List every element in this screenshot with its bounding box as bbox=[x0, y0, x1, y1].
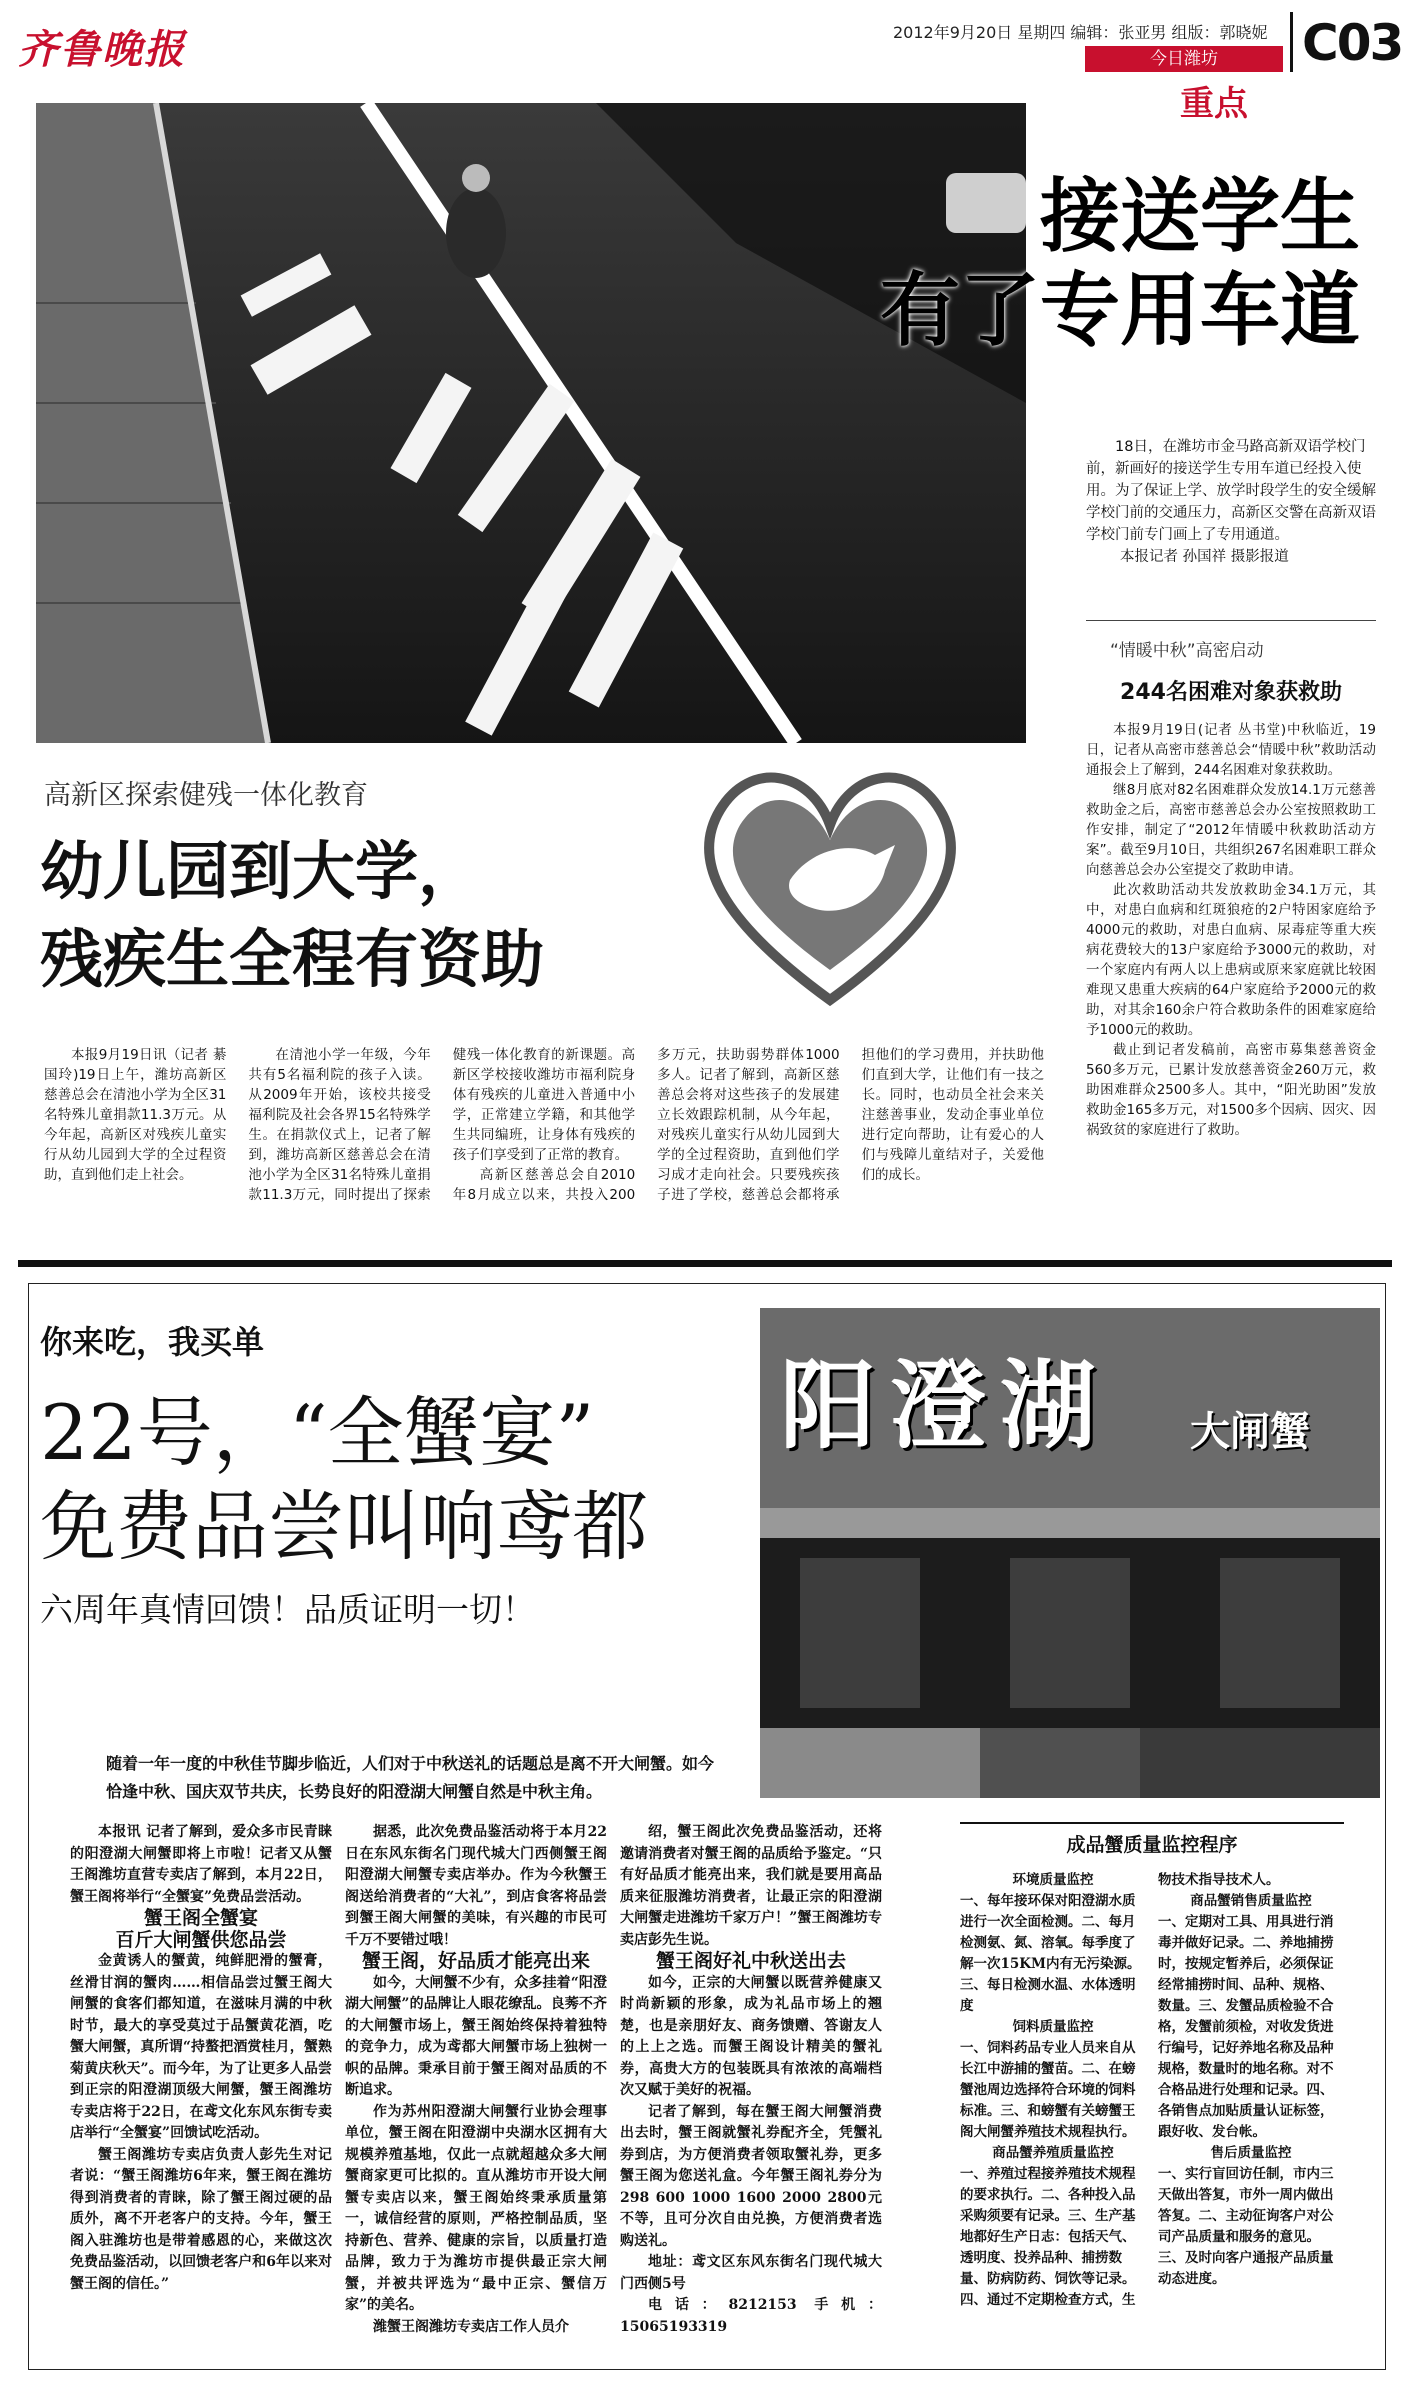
ad-paragraph: 本报讯 记者了解到，爱众多市民青睐的阳澄湖大闸蟹即将上市啦！记者又从蟹王阁潍坊直营专卖店了解到，本月22日，蟹王阁将举行“全蟹宴”免费品尝活动。 bbox=[70, 1824, 332, 1905]
newspaper-logo: 齐鲁晚报 bbox=[18, 26, 186, 73]
ad-column-2 bbox=[345, 1822, 607, 2338]
ad-title-line2: 免费品尝叫响鸢都 bbox=[40, 1482, 648, 1571]
storefront-sign: 阳澄湖 bbox=[780, 1350, 1110, 1462]
column-rule bbox=[1086, 620, 1376, 621]
quality-column-1 bbox=[960, 1870, 1146, 2311]
ad-kicker: 你来吃，我买单 bbox=[40, 1323, 265, 1361]
ad-column-3 bbox=[620, 1822, 882, 2338]
ad-paragraph: 金黄诱人的蟹黄，纯鲜肥滑的蟹膏，丝滑甘润的蟹肉……相信品尝过蟹王阁大闸蟹的食客们都知道，在滋味月满的中秋时节，最大的享受莫过于品蟹黄花酒，吃蟹大闸蟹，真所谓“持螯把酒赏桂月，蟹熟菊黄庆秋天”。而今年，为了让更多人品尝到正宗的阳澄湖顶级大闸蟹，蟹王阁潍坊专卖店将于22日，在鸢文化东风东街专卖店举行“全蟹宴”回馈试吃活动。 bbox=[70, 1953, 332, 2141]
ad-paragraph: 如今，正宗的大闸蟹以既营养健康又时尚新颖的形象，成为礼品市场上的翘楚，也是亲朋好友、商务馈赠、答谢友人的上上之选。而蟹王阁设计精美的蟹礼券，高贵大方的包装既具有浓浓的高端档次又赋于美好的祝福。 bbox=[620, 1974, 882, 2098]
section-key-label: 重点 bbox=[1180, 84, 1248, 124]
lead-headline bbox=[760, 170, 1360, 358]
feature1-kicker: 高新区探索健残一体化教育 bbox=[44, 780, 368, 811]
ad-subheading: 蟹王阁全蟹宴 bbox=[143, 1907, 258, 1929]
page-number: C03 bbox=[1302, 14, 1403, 72]
quality-subheading: 商品蟹养殖质量监控 bbox=[992, 2145, 1114, 2161]
section-divider bbox=[18, 1260, 1392, 1267]
ad-paragraph: 绍，蟹王阁此次免费品鉴活动，还将邀请消费者对蟹王阁的品质给予鉴定。“只有好品质才能亮出来，我们就是要用高品质来征服潍坊消费者，让最正宗的阳澄湖大闸蟹走进潍坊千家万户！”蟹王阁潍坊专卖店彭先生说。 bbox=[620, 1824, 882, 1948]
ad-paragraph: 如今，大闸蟹不少有，众多挂着“阳澄湖大闸蟹”的品牌让人眼花缭乱。良莠不齐的大闸蟹市场上，蟹王阁始终保持着独特的竞争力，成为鸢都大闸蟹市场上独树一帜的品牌。秉承目前于蟹王阁对品质的不断追求。 bbox=[345, 1974, 607, 2098]
masthead bbox=[0, 0, 1409, 124]
quality-paragraph: 一、饲料药品专业人员来自从长江中游捕的蟹苗。二、在螃蟹池周边选择符合环境的饲料标准。三、和螃蟹有关螃蟹王阁大闸蟹养殖技术规程执行。 bbox=[960, 2040, 1136, 2140]
ad-contact: 电话：8212153 手机：15065193319 bbox=[620, 2297, 882, 2335]
story2-kicker: “情暖中秋”高密启动 bbox=[1110, 641, 1264, 661]
ad-paragraph: 潍蟹王阁潍坊专卖店工作人员介 bbox=[373, 2318, 569, 2335]
quality-subheading: 环境质量监控 bbox=[1012, 1872, 1094, 1888]
quality-paragraph: 一、每年接环保对阳澄湖水质进行一次全面检测。二、每月检测氨、氮、溶氧。每季度了解一次15KM内有无污染源。三、每日检测水温、水体透明度 bbox=[960, 1893, 1141, 2014]
quality-column-2 bbox=[1158, 1870, 1344, 2290]
feature1-body bbox=[44, 1045, 1044, 1240]
ad-intro: 随着一年一度的中秋佳节脚步临近，人们对于中秋送礼的话题总是离不开大闸蟹。如今恰逢中秋、国庆双节共庆，长势良好的阳澄湖大闸蟹自然是中秋主角。 bbox=[106, 1754, 715, 1801]
storefront-sign-small: 大闸蟹 bbox=[1190, 1409, 1310, 1455]
feature1-title-line2: 残疾生全程有资助 bbox=[40, 923, 544, 996]
quality-subheading: 饲料质量监控 bbox=[1012, 2019, 1094, 2035]
lead-credit: 本报记者 孙国祥 摄影报道 bbox=[1120, 549, 1289, 565]
quality-subheading: 商品蟹销售质量监控 bbox=[1190, 1893, 1312, 1909]
story2-paragraph: 本报9月19日(记者 丛书堂)中秋临近，19日，记者从高密市慈善总会“情暖中秋”救助活动通报会上了解到，244名困难对象获救助。 bbox=[1086, 722, 1376, 778]
quality-paragraph: 物技术指导技术人。 bbox=[1158, 1872, 1280, 1888]
crab-photo bbox=[760, 1728, 1380, 1798]
lead-headline-line2: 有了专用车道 bbox=[880, 264, 1360, 357]
lead-headline-line1: 接送学生 bbox=[1040, 170, 1360, 263]
story2-paragraph: 此次救助活动共发放救助金34.1万元，其中，对患白血病和红斑狼疮的2户特困家庭给予4000元的救助，对患白血病、尿毒症等重大疾病花费较大的13户家庭给予3000元的救助，对一个家庭内有两人以上患病或原来家庭就比较困难现又患重大疾病的64户家庭给予2000元的救助，对其余160余户符合救助条件的困难家庭给予1000元的救助。 bbox=[1086, 882, 1376, 1038]
story2-body bbox=[1086, 720, 1376, 1140]
ad-title-line1: 22号，“全蟹宴” bbox=[40, 1388, 595, 1477]
quality-paragraph: 一、实行盲回访任制，市内三天做出答复，市外一周内做出答复。二、主动征询客户对公司产品质量和服务的意见。三、及时向客户通报产品质量动态进度。 bbox=[1158, 2166, 1334, 2287]
lead-caption: 18日，在潍坊市金马路高新双语学校门前，新画好的接送学生专用车道已经投入使用。为了保证上学、放学时段学生的安全缓解学校门前的交通压力，高新区交警在高新双语学校门前专门画上了专用通道。 bbox=[1086, 439, 1376, 543]
ad-address: 地址：鸢文区东风东街名门现代城大门西侧5号 bbox=[620, 2254, 882, 2292]
dateline: 2012年9月20日 星期四 编辑：张亚男 组版：郭晓妮 bbox=[893, 23, 1268, 42]
ad-subheading: 百斤大闸蟹供您品尝 bbox=[115, 1928, 287, 1951]
ad-column-1 bbox=[70, 1822, 332, 2295]
section-tag: 今日潍坊 bbox=[1085, 46, 1283, 72]
quality-paragraph: 一、定期对工具、用具进行消毒并做好记录。二、养地捕捞时，按规定暂养后，必须保证经常捕捞时间、品种、规格、数量。三、发蟹品质检验不合格，发蟹前须检，对收发货进行编号，记好养地名称及品种规格，数量时的地名称。对不合格品进行处理和记录。四、各销售点加贴质量认证标签，跟好收、发台帐。 bbox=[1158, 1914, 1334, 2140]
ad-paragraph: 记者了解到，每在蟹王阁大闸蟹消费出去时，蟹王阁就蟹礼券配齐全，凭蟹礼券到店，为方便消费者领取蟹礼券，更多蟹王阁为您送礼盒。今年蟹王阁礼券分为298 600 1000 1600 2000 2800元不等，且可分次自由兑换，方便消费者选购送礼。 bbox=[620, 2103, 882, 2249]
feature1-paragraph: 本报9月19日讯（记者 綦国玲)19日上午，潍坊高新区慈善总会在清池小学为全区31名特殊儿童捐款11.3万元。从今年起，高新区对残疾儿童实行从幼儿园到大学的全过程资助，直到他们走上社会。 bbox=[44, 1047, 227, 1183]
charity-heart-icon bbox=[680, 730, 980, 1030]
ad-paragraph: 作为苏州阳澄湖大闸蟹行业协会理事单位，蟹王阁在阳澄湖中央湖水区拥有大规模养殖基地，仅此一点就超越众多大闸蟹商家更可比拟的。直从潍坊市开设大闸蟹专卖店以来，蟹王阁始终秉承质量第一，诚信经营的原则，严格控制品质，坚持新色、营养、健康的宗旨，以质量打造品牌，致力于为潍坊市提供最正宗大闸蟹，并被共评选为“最中正宗、蟹信万家”的美名。 bbox=[345, 2103, 607, 2313]
masthead-divider bbox=[1290, 12, 1293, 72]
feature1-title-line1: 幼儿园到大学， bbox=[40, 835, 481, 908]
story2-paragraph: 截止到记者发稿前，高密市募集慈善资金560多万元，已累计发放慈善资金260万元，救助困难群众2500多人。其中，“阳光助困”发放救助金165多万元，对1500多个因病、因灾、因祸致贫的家庭进行了救助。 bbox=[1086, 1042, 1376, 1138]
feature1-paragraph: 高新区慈善总会自2010年8月成立以来，共投入200多万元，扶助弱势群体1000多人。记者了解到，高新区慈善总会将对这些孩子的发展建立长效跟踪机制，从今年起，对残疾儿童实行从幼儿园到大学的全过程资助，直到他们学习成才走向社会。只要残疾孩子进了学校，慈善总会都将承担他们的学习费用，并扶助他们直到大学，让他们有一技之长。同时，也动员全社会来关注慈善事业，发动企事业单位进行定向帮助，让有爱心的人们与残障儿童结对子，关爱他们的成长。 bbox=[452, 1047, 1044, 1203]
feature1-paragraph: 在清池小学一年级，今年共有5名福利院的孩子入读。从2009年开始，该校共接受福利院及社会各界15名特殊学生。在捐款仪式上，记者了解到，潍坊高新区慈善总会在清池小学为全区31名特殊儿童捐款11.3万元，同时提出了探索健残一体化教育的新课题。高新区学校接收潍坊市福利院身体有残疾的儿童进入普通中小学，正常建立学籍，和其他学生共同编班，让身体有残疾的孩子们享受到了正常的教育。 bbox=[248, 1047, 636, 1203]
ad-paragraph: 蟹王阁潍坊专卖店负责人彭先生对记者说：“蟹王阁潍坊6年来，蟹王阁在潍坊得到消费者的青睐，除了蟹王阁过硬的品质外，离不开老客户的支持。今年，蟹王阁入驻潍坊也是带着感恩的心，来做这次免费品鉴活动，以回馈老客户和6年以来对蟹王阁的信任。” bbox=[70, 2146, 332, 2292]
quality-control-title: 成品蟹质量监控程序 bbox=[1066, 1834, 1238, 1856]
feature1-title bbox=[40, 828, 544, 1004]
ad-subheading: 蟹王阁好礼中秋送出去 bbox=[655, 1950, 846, 1972]
ad-paragraph: 据悉，此次免费品鉴活动将于本月22日在东风东街名门现代城大门西侧蟹王阁阳澄湖大闸蟹专卖店举办。作为今秋蟹王阁送给消费者的“大礼”，到店食客将品尝到蟹王阁大闸蟹的美味，有兴趣的市民可千万不要错过哦！ bbox=[345, 1824, 607, 1948]
quality-subheading: 售后质量监控 bbox=[1210, 2145, 1292, 2161]
ad-title bbox=[40, 1386, 648, 1574]
ad-subheading: 蟹王阁，好品质才能亮出来 bbox=[361, 1950, 590, 1972]
story2-paragraph: 继8月底对82名困难群众发放14.1万元慈善救助金之后，高密市慈善总会办公室按照救助工作安排，制定了“2012年情暖中秋救助活动方案”。截至9月10日，共组织267名困难职工群众向慈善总会办公室提交了救助申请。 bbox=[1086, 782, 1376, 878]
ad-subtitle: 六周年真情回馈！品质证明一切！ bbox=[40, 1590, 535, 1629]
quality-paragraph: 一、养殖过程接养殖技术规程的要求执行。二、各种投入品采购须要有记录。三、生产基地都好生产日志：包括天气、透明度、投养品种、捕捞数量、防病防药、饲饮等记录。四、通过不定期检查方式，生 bbox=[960, 2166, 1136, 2308]
story2-title: 244名困难对象获救助 bbox=[1120, 680, 1342, 705]
